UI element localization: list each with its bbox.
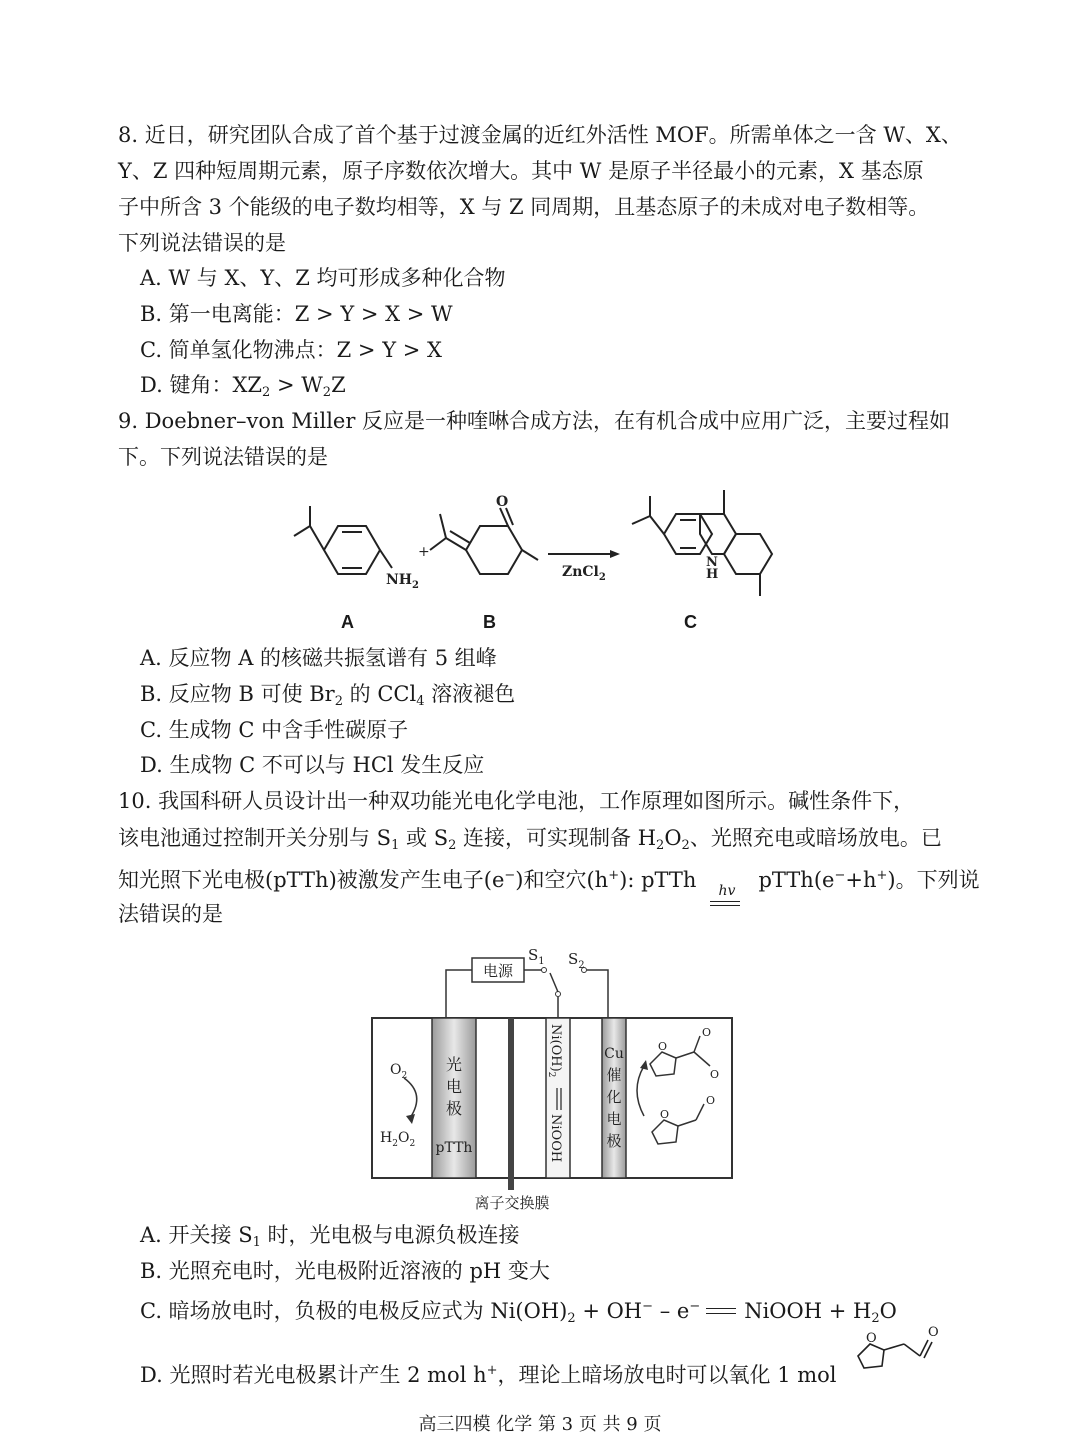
nh2-label: $NH_2$ (386, 572, 419, 591)
photo-electrode-char-3: 极 (445, 1099, 463, 1118)
arrow-head (610, 550, 620, 558)
nioh2-label: $Ni(OH)_2$ (546, 1024, 563, 1078)
cu-electrode-char-3: 电 (606, 1110, 622, 1128)
niooh-label: NiOOH (548, 1114, 563, 1163)
q10-option-d: D. 光照时若光电极累计产生 2 mol h+，理论上暗场放电时可以氧化 1 mol (140, 1363, 837, 1387)
nitrogen-label: N (706, 555, 718, 570)
oxygen-label: O (496, 494, 509, 510)
q9-line-2: 下。下列说法错误的是 (118, 445, 328, 469)
molecule-c (632, 490, 772, 596)
furfural-ring-o: O (660, 1108, 670, 1121)
q8-line-2: Y、Z 四种短周期元素，原子序数依次增大。其中 W 是原子半径最小的元素，X 基态原 (118, 159, 924, 183)
q10-line-4: 法错误的是 (118, 902, 223, 926)
membrane-label: 离子交换膜 (474, 1194, 550, 1212)
q8-line-3: 子中所含 3 个能级的电子数均相等，X 与 Z 同周期，且基态原子的未成对电子数相等。 (118, 195, 930, 219)
label-b: B (483, 612, 496, 632)
furoate-carbonyl-o: O (702, 1026, 712, 1039)
q9-option-c: C. 生成物 C 中含手性碳原子 (140, 718, 409, 742)
cu-electrode-char-1: 催 (606, 1066, 622, 1084)
plus-sign: + (418, 544, 430, 560)
page-footer: 高三四模 化学 第 3 页 共 9 页 (418, 1414, 662, 1435)
q8-option-b: B. 第一电离能：Z > Y > X > W (140, 302, 453, 326)
q8-option-a: A. W 与 X、Y、Z 均可形成多种化合物 (140, 266, 506, 290)
q9-line-1: 9. Doebner–von Miller 反应是一种喹啉合成方法，在有机合成中应用广泛，主要过程如 (118, 409, 951, 433)
reagent-label: ZnCl$_2$ (562, 564, 606, 583)
q9-option-a: A. 反应物 A 的核磁共振氢谱有 5 组峰 (140, 646, 497, 670)
cu-electrode-char-2: 化 (606, 1088, 622, 1106)
q10-option-a: A. 开关接 $S_1$ 时，光电极与电源负极连接 (140, 1223, 520, 1250)
cu-electrode-char-4: 极 (606, 1132, 622, 1150)
furoate-ring-o: O (658, 1040, 668, 1053)
inline-ring-o: O (866, 1331, 877, 1346)
label-c: C (684, 612, 697, 632)
cell-diagram (360, 940, 750, 1220)
furoate-anion-o: O (710, 1068, 720, 1081)
furfural-inline-structure (848, 1322, 944, 1380)
power-source-label: 电源 (482, 962, 514, 980)
q8-line-1: 8. 近日，研究团队合成了首个基于过渡金属的近红外活性 MOF。所需单体之一含 W、X、 (118, 123, 962, 147)
hydrogen-label: H (706, 567, 719, 582)
label-a: A (341, 612, 354, 632)
inline-carbonyl-o: O (928, 1325, 939, 1340)
photo-electrode-char-1: 光 (445, 1055, 463, 1074)
q10-option-c: C. 暗场放电时，负极的电极反应式为 $Ni(OH)_2 + OH^- - e^-$ NiOOH + $H_2O$ (140, 1299, 897, 1326)
cu-label: Cu (604, 1046, 624, 1062)
ion-exchange-membrane (508, 1018, 514, 1190)
photo-electrode-char-2: 电 (445, 1077, 463, 1096)
furfural-carbonyl-o: O (706, 1094, 716, 1107)
molecule-b (430, 508, 538, 574)
switch-lever (550, 973, 558, 992)
ptth-label: pTTh (435, 1140, 473, 1156)
reaction-scheme (280, 478, 800, 638)
q8-option-c: C. 简单氢化物沸点：Z > Y > X (140, 338, 442, 362)
s2-label: $S_2$ (568, 950, 585, 971)
q9-option-b: B. 反应物 B 可使 $Br_2$ 的 CCl$_4$ 溶液褪色 (140, 682, 516, 709)
q8-line-4: 下列说法错误的是 (118, 231, 286, 255)
molecule-a (294, 506, 392, 574)
switch-s1-contact (542, 968, 547, 973)
equals-sign (700, 1307, 744, 1319)
q10-option-b: B. 光照充电时，光电极附近溶液的 pH 变大 (140, 1259, 550, 1283)
q8-option-d: D. 键角：$XZ_2 > W_2Z$ (140, 373, 346, 400)
s1-label: $S_1$ (528, 946, 545, 967)
o2-label: $O_2$ (390, 1062, 408, 1081)
h2o2-label: $H_2O_2$ (380, 1130, 416, 1149)
q9-option-d: D. 生成物 C 不可以与 HCl 发生反应 (140, 753, 485, 777)
q10-line-3: 知光照下光电极(pTTh)被激发产生电子(e−)和空穴(h+): pTTh hv pTTh(e−+h+)。下列说 (118, 862, 980, 894)
q10-line-2: 该电池通过控制开关分别与 $S_1$ 或 $S_2$ 连接，可实现制备 $H_2O_2$、光照充电或暗场放电。已 (118, 826, 942, 853)
q10-line-1: 10. 我国科研人员设计出一种双功能光电化学电池，工作原理如图所示。碱性条件下， (118, 789, 915, 813)
